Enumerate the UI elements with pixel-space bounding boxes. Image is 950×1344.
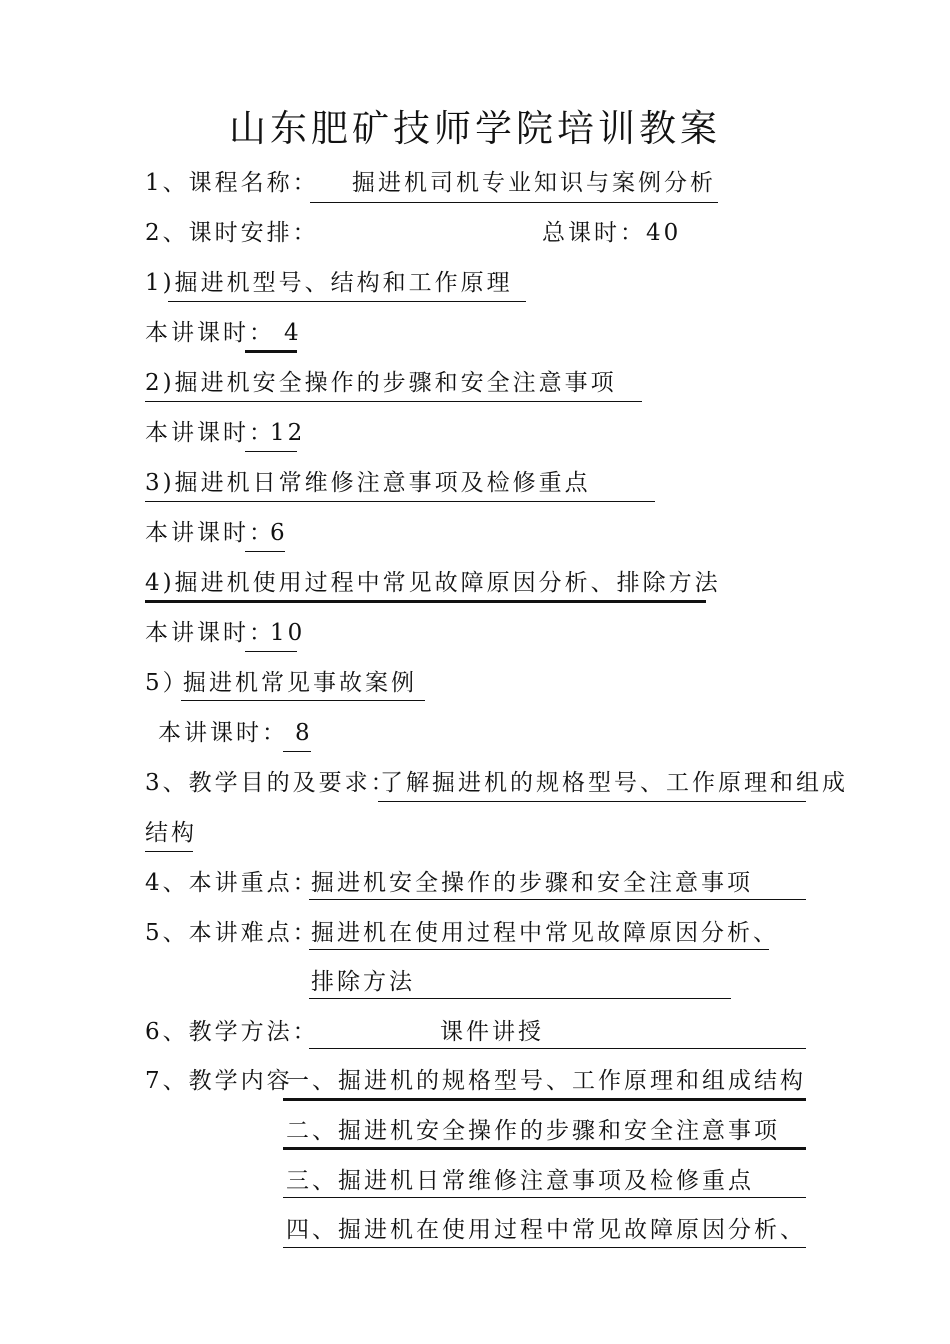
content-item-underline xyxy=(283,1197,806,1198)
lesson-title: 2)掘进机安全操作的步骤和安全注意事项 xyxy=(145,370,617,396)
difficulties-underline-1 xyxy=(309,949,769,950)
difficulties-underline-2 xyxy=(309,998,731,999)
lesson-title-prefix: 5） xyxy=(145,670,189,696)
content-item-underline xyxy=(283,1098,806,1101)
content-item-underline xyxy=(283,1147,806,1150)
schedule-label: 2、课时安排： xyxy=(145,220,319,246)
key-points-underline xyxy=(309,899,806,900)
lesson-hours-label: 本讲课时： xyxy=(145,620,275,646)
course-name-underline xyxy=(310,202,718,203)
method-value: 课件讲授 xyxy=(440,1019,544,1045)
key-points-label: 4、本讲重点： xyxy=(145,870,319,896)
lesson-hours: 4 xyxy=(284,320,302,346)
lesson-hours-label: 本讲课时： xyxy=(145,320,275,346)
lesson-title-underline xyxy=(168,301,526,302)
lesson-hours-label: 本讲课时： xyxy=(158,720,288,746)
lesson-title: 3)掘进机日常维修注意事项及检修重点 xyxy=(145,470,591,496)
key-points-value: 掘进机安全操作的步骤和安全注意事项 xyxy=(311,870,753,896)
course-name-label: 1、课程名称： xyxy=(145,170,319,196)
content-item: 二、掘进机安全操作的步骤和安全注意事项 xyxy=(286,1118,780,1144)
lesson-hours-underline xyxy=(245,350,297,353)
lesson-title-underline xyxy=(145,600,706,603)
objectives-underline-1 xyxy=(378,801,806,802)
content-item: 四、掘进机在使用过程中常见故障原因分析、 xyxy=(286,1217,806,1243)
lesson-hours-label: 本讲课时： xyxy=(145,420,275,446)
lesson-hours: 10 xyxy=(270,620,306,646)
content-label: 7、教学内容 xyxy=(145,1068,293,1094)
objectives-label: 3、教学目的及要求： xyxy=(145,770,397,796)
lesson-title: 掘进机常见事故案例 xyxy=(183,670,417,696)
objectives-line1: 了解掘进机的规格型号、工作原理和组成 xyxy=(380,770,848,796)
lesson-hours: 12 xyxy=(270,420,306,446)
method-label: 6、教学方法： xyxy=(145,1019,319,1045)
difficulties-label: 5、本讲难点： xyxy=(145,920,319,946)
content-item-underline xyxy=(283,1247,806,1248)
lesson-hours-label: 本讲课时： xyxy=(145,520,275,546)
lesson-title-underline xyxy=(145,501,655,502)
lesson-hours-underline xyxy=(245,551,285,552)
lesson-hours-underline xyxy=(245,651,297,652)
lesson-title-underline xyxy=(145,401,642,402)
lesson-title: 4)掘进机使用过程中常见故障原因分析、排除方法 xyxy=(145,570,721,596)
course-name-value: 掘进机司机专业知识与案例分析 xyxy=(352,170,716,196)
objectives-underline-2 xyxy=(145,851,193,852)
difficulties-line1: 掘进机在使用过程中常见故障原因分析、 xyxy=(311,920,779,946)
lesson-title: 1)掘进机型号、结构和工作原理 xyxy=(145,270,513,296)
lesson-hours: 6 xyxy=(270,520,288,546)
lesson-hours: 8 xyxy=(295,720,313,746)
content-item: 三、掘进机日常维修注意事项及检修重点 xyxy=(286,1168,754,1194)
lesson-hours-underline xyxy=(245,451,297,452)
content-item: 一、掘进机的规格型号、工作原理和组成结构 xyxy=(286,1068,806,1094)
total-hours: 总课时：40 xyxy=(542,220,682,246)
method-underline xyxy=(309,1048,806,1049)
objectives-line2: 结构 xyxy=(145,820,197,846)
lesson-title-underline xyxy=(181,700,425,701)
difficulties-line2: 排除方法 xyxy=(311,969,415,995)
lesson-hours-underline xyxy=(283,751,311,752)
page-title: 山东肥矿技师学院培训教案 xyxy=(229,107,721,150)
